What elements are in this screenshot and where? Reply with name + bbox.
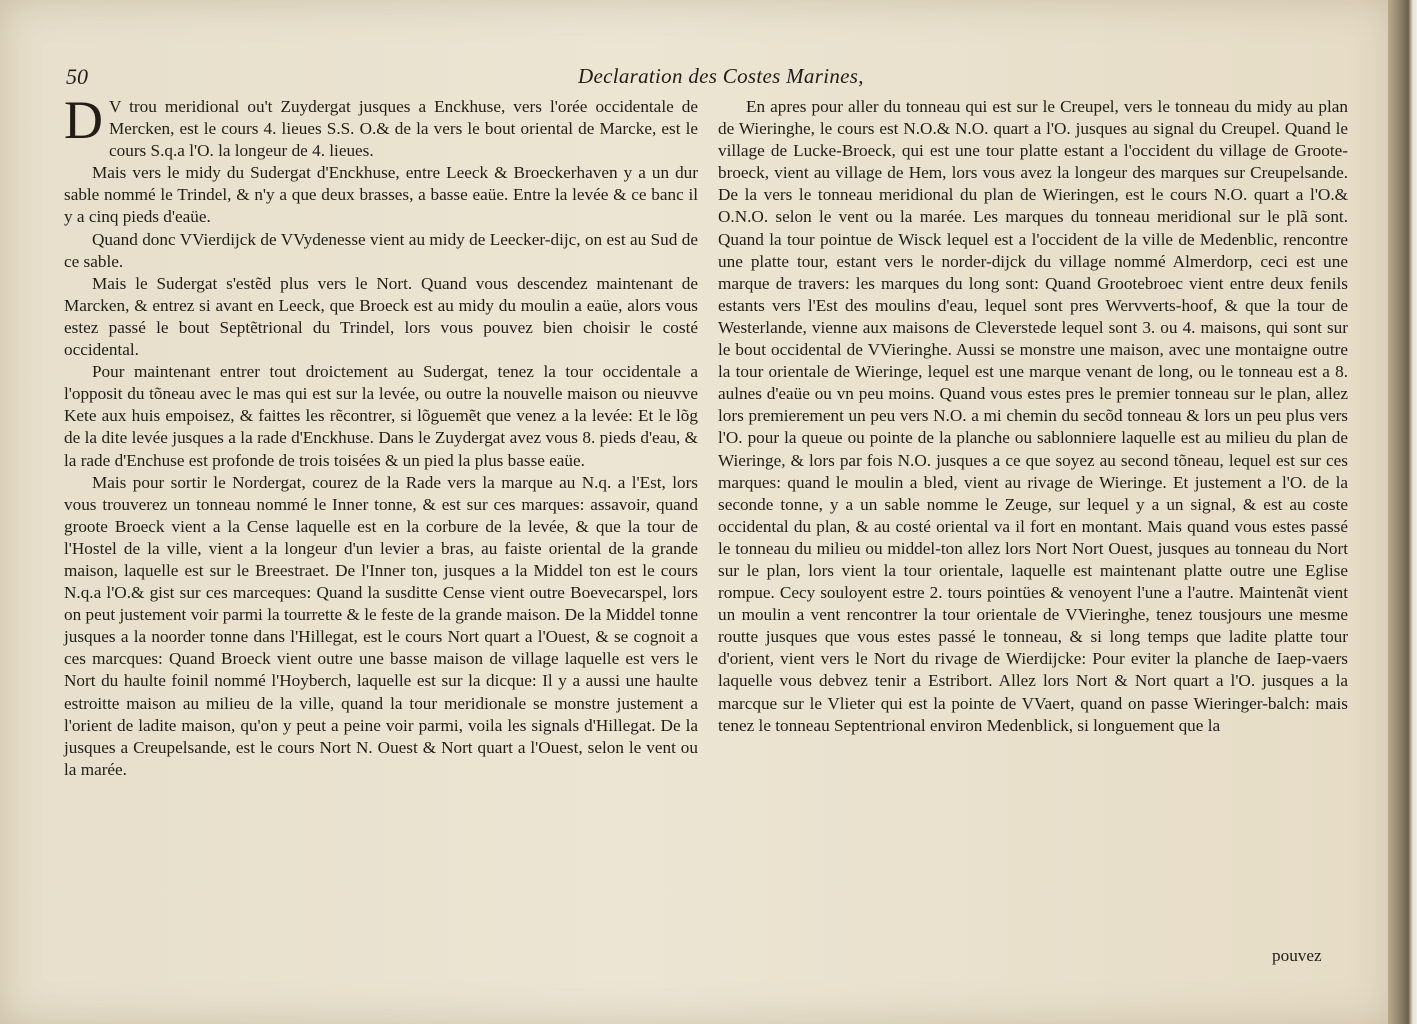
paragraph: Mais le Sudergat s'estẽd plus vers le Nort. Quand vous descendez maintenant de Marcken, & entrez si avant en Leeck, que Broeck est au midy du moulin a eaüe, alors vous estez passé le bout Septẽtrional du Trindel, lors vous pouvez bien choisir le costé occidental. xyxy=(64,273,698,360)
right-column xyxy=(718,96,1348,737)
paragraph: En apres pour aller du tonneau qui est sur le Creupel, vers le tonneau du midy au plan de Wieringhe, le cours est N.O.& N.O. quart a l'O. jusques au signal du Creupel. Quand le village de Lucke-Broeck, qui est une tour platte estant a l'occident du village de Groote-broeck, vient au village de Hem, lors vous avez la longeur des marques sur Creupelsande. De la vers le tonneau meridional du plan de Wieringen, est le cours N.O. quart a l'O.& O.N.O. selon le vent ou la marée. Les marques du tonneau meridional sur le plã sont. Quand la tour pointue de Wisck lequel est a l'occident de la ville de Medenblic, rencontre une platte tour, estant vers le norder-dijck du village nommé Almerdorp, ceci est une marque de travers: les marques du long sont: Quand Grootebroec vient entre deux fenils estants vers l'Est des moulins d'eau, lequel sont pres Wervverts-hoof, & que la tour de Westerlande, vienne aux maisons de Cleverstede lequel sont 3. ou 4. maisons, qui sont sur le bout occidental de VVieringhe. Aussi se monstre une maison, avec une montaigne outre la tour orientale de Wieringe, lequel est une marque venant de long, ou le tonneau est a 8. aulnes d'eaüe ou vn peu moins. Quand vous estes pres le premier tonneau sur le plan, allez lors premierement un peu vers N.O. a mi chemin du secõd tonneau & lors un peu plus vers l'O. pour la queue ou pointe de la planche ou sablonniere laquelle est au milieu du plan de Wieringe, & lors par fois N.O. jusques a ce que soyez au second tõneau, lequel est sur ces marques: quand le moulin a bled, vient au rivage de Wieringe. Et justement a l'O. de la seconde tonne, y a un sable nomme le Zeuge, sur lequel y a un signal, & est au coste occidental du plan, & au costé oriental va il fort en montant. Mais quand vous estes passé le tonneau du milieu ou middel-ton allez lors Nort Nort Ouest, jusques au tonneau du Nort sur le plan, lors vient la tour orientale, laquelle est maintenant platte outre une Eglise rompue. Cecy souloyent estre 2. tours pointües & venoyent l'une a l'autre. Maintenãt vient un moulin a vent rencontrer la tour orientale de VVieringhe, tenez tousjours une mesme routte jusques que vous estes passé le tonneau, & si long temps que ladite platte tour d'orient, vient vers le Nort du rivage de Wierdijcke: Pour eviter la planche de Iaep-vaers laquelle vous debvez tenir a Estribort. Allez lors Nort & Nort quart a l'O. jusques a la marcque sur le Vlieter qui est la pointe de VVaert, quand on passe Wieringer-balch: mais tenez le tonneau Septentrional environ Medenblick, si longuement que la xyxy=(718,97,1348,735)
catchword: pouvez xyxy=(1272,946,1322,965)
book-gutter xyxy=(1388,0,1417,1024)
running-head: Declaration des Costes Marines, xyxy=(578,64,864,88)
paragraph: Mais vers le midy du Sudergat d'Enckhuse, entre Leeck & Broeckerhaven y a un dur sable nommé le Trindel, & n'y a que deux brasses, a basse eaüe. Entre la levée & ce banc il y a cinq pieds d'eaüe. xyxy=(64,163,698,227)
paragraph: Mais pour sortir le Nordergat, courez de la Rade vers la marque au N.q. a l'Est, lors vous trouverez un tonneau nommé le Inner tonne, & est sur ces marques: assavoir, quand groote Broeck vient a la Cense laquelle est en la corbure de la levée, & que la tour de l'Hostel de la ville, vient a la longeur d'un levier a bras, au faiste oriental de la grande maison, laquelle est sur le Breestraet. De l'Inner ton, jusques a la Middel ton est le cours N.q.a l'O.& gist sur ces marceques: Quand la susditte Cense vient outre Boevecarspel, lors on peut justement voir parmi la tourrette & le feste de la grande maison. De la Middel tonne jusques a la noorder tonne dans l'Hillegat, est le cours Nort quart a l'Ouest, & se cognoit a ces marcques: Quand Broeck vient outre une basse maison de village laquelle est vers le Nort du haulte foinil nommé l'Hoyberch, laquelle est sur la dicque: Il y a aussi une haulte estroitte maison au milieu de la ville, quand la tour meridionale se monstre justement a l'orient de ladite maison, qu'on y peut a peine voir parmi, voila les signals d'Hillegat. De la jusques a Creupelsande, est le cours Nort N. Ouest & Nort quart a l'Ouest, selon le vent ou la marée. xyxy=(64,472,698,779)
drop-cap: D xyxy=(64,90,103,150)
paragraph: Quand donc VVierdijck de VVydenesse vient au midy de Leecker-dijc, on est au Sud de ce sable. xyxy=(64,229,698,271)
page-number: 50 xyxy=(66,64,88,89)
left-column xyxy=(64,90,698,781)
paragraph: D V trou meridional ou't Zuydergat jusques a Enckhuse, vers l'orée occidentale de Mercken, est le cours 4. lieues S.S. O.& de la vers le bout oriental de Marcke, est le cours S.q.a l'O. la longeur de 4. lieues. xyxy=(64,90,698,161)
paragraph: Pour maintenant entrer tout droictement au Sudergat, tenez la tour occidentale a l'opposit du tõneau avec le mas qui est sur la levée, ou outre la nouvelle maison ou nieuvve Kete aux huis empoisez, & faittes les rẽcontrer, si lõguemẽt que venez a la levée: Et le lõg de la dite levée jusques a la rade d'Enckhuse. Dans le Zuydergat avez vous 8. pieds d'eau, & la rade d'Enchuse est profonde de trois toisées & un pied la plus basse eaüe. xyxy=(64,362,698,470)
